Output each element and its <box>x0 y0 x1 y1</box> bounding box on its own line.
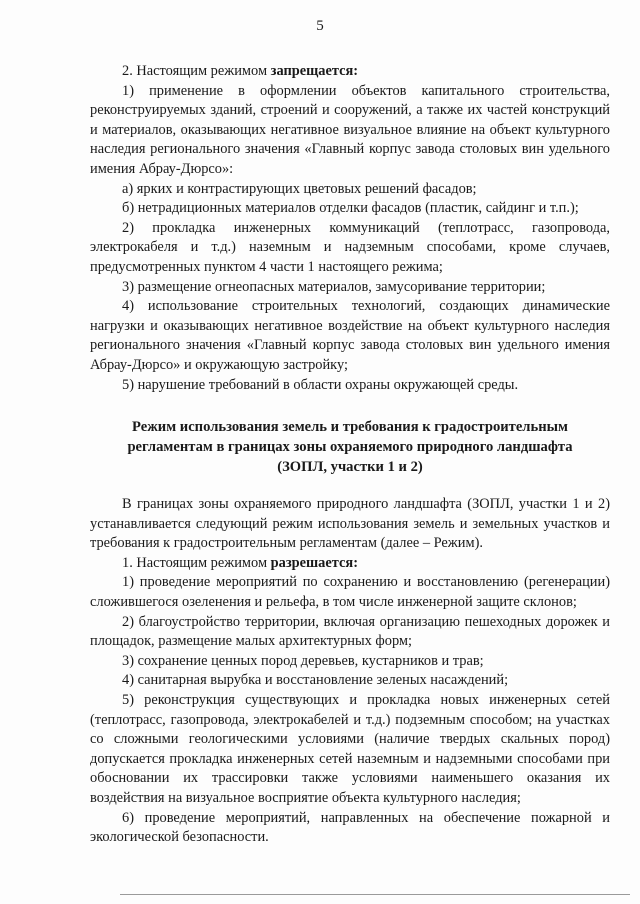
prohibited-intro-suffix: : <box>353 63 359 79</box>
scan-edge-line <box>120 894 630 895</box>
prohibited-intro <box>90 62 610 82</box>
allowed-item-5: 5) реконструкция существующих и прокладка новых инженерных сетей (теплотрасс, газопровода, электрокабелей и т.д.) подземным способом; на участках со сложными геологическими условиями (наличие твердых скальных пород) допускается прокладка инженерных сетей наземным и надземными способами при обосновании их трассировки также условиями наименьшего оказания их воздействия на визуальное восприятие объекта культурного наследия; <box>90 692 610 806</box>
allowed-item-2: 2) благоустройство территории, включая организацию пешеходных дорожек и площадок, размещение малых архитектурных форм; <box>90 613 610 650</box>
allowed-item-3: 3) сохранение ценных пород деревьев, кустарников и трав; <box>122 652 484 669</box>
allowed-lead <box>90 554 610 574</box>
document-body <box>90 62 610 848</box>
allowed-keyword: разрешается <box>270 554 354 571</box>
prohibited-keyword: запрещается <box>270 63 354 79</box>
allowed-lead-suffix: : <box>353 554 358 571</box>
prohibited-item-4: 4) использование строительных технологий, создающих динамические нагрузки и оказывающих негативное воздействие на объект культурного наследия регионального значения «Главный корпус завода столовых вин удельного имения Абрау-Дюрсо» и окружающую застройку; <box>90 298 610 373</box>
section-heading-line-2: регламентам в границах зоны охраняемого природного ландшафта <box>127 439 573 456</box>
allowed-item-1: 1) проведение мероприятий по сохранению и восстановлению (регенерации) сложившегося озеленения и рельефа, в том числе инженерной защите склонов; <box>90 574 610 611</box>
allowed-item-6: 6) проведение мероприятий, направленных на обеспечение пожарной и экологической безопасности. <box>90 809 610 846</box>
allowed-item-4: 4) санитарная вырубка и восстановление зеленых насаждений; <box>122 672 509 689</box>
section-heading-line-3: (ЗОПЛ, участки 1 и 2) <box>277 459 423 476</box>
prohibited-item-1a: а) ярких и контрастирующих цветовых решений фасадов; <box>122 180 477 197</box>
prohibited-item-3: 3) размещение огнеопасных материалов, замусоривание территории; <box>122 278 546 295</box>
prohibited-item-5: 5) нарушение требований в области охраны окружающей среды. <box>122 376 519 393</box>
section-heading <box>90 417 610 477</box>
allowed-intro: В границах зоны охраняемого природного ландшафта (ЗОПЛ, участки 1 и 2) устанавливается следующий режим использования земель и земельных участков и требования к градостроительным регламентам (далее – Режим). <box>90 496 610 552</box>
prohibited-intro-prefix: 2. Настоящим режимом <box>122 63 271 79</box>
section-heading-line-1: Режим использования земель и требования к градостроительным <box>132 419 568 436</box>
prohibited-item-1b: б) нетрадиционных материалов отделки фасадов (пластик, сайдинг и т.п.); <box>122 200 579 217</box>
prohibited-item-2: 2) прокладка инженерных коммуникаций (теплотрасс, газопровода, электрокабеля и т.д.) наземным и надземным способами, кроме случаев, предусмотренных пунктом 4 части 1 настоящего режима; <box>90 219 610 275</box>
page-number: 5 <box>316 18 324 34</box>
allowed-lead-prefix: 1. Настоящим режимом <box>122 554 271 571</box>
prohibited-item-1: 1) применение в оформлении объектов капитального строительства, реконструируемых зданий, строений и сооружений, а также их частей конструкций и материалов, оказывающих негативное визуальное влияние на объект культурного наследия регионального значения «Главный корпус завода столовых вин удельного имения Абрау-Дюрсо»: <box>90 82 610 177</box>
